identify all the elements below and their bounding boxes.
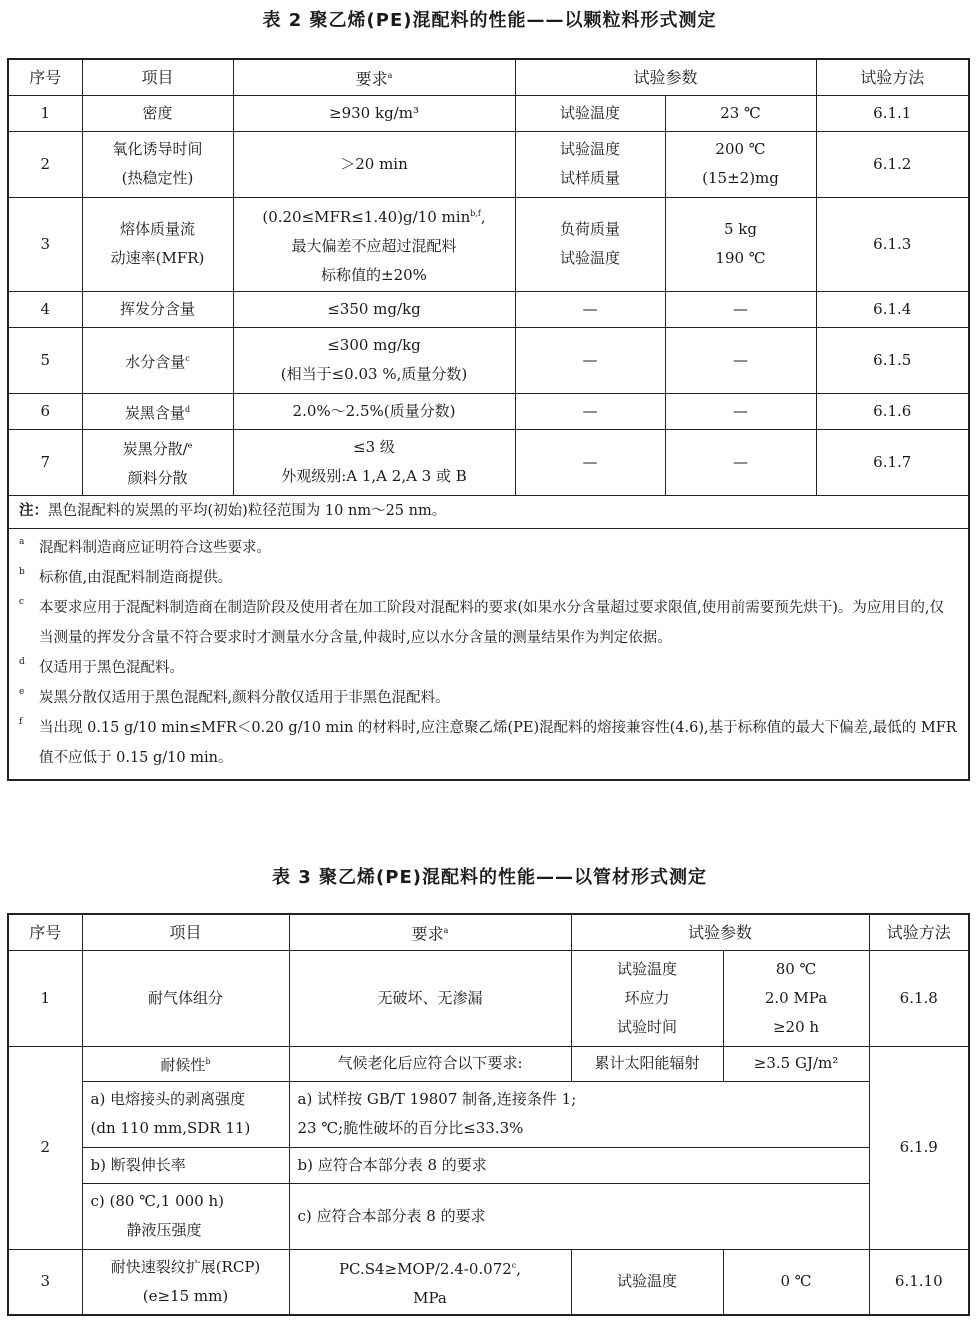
table2-notes — [8, 495, 969, 780]
table2 — [7, 58, 970, 781]
table-row — [8, 95, 969, 131]
row-param-name: 试验温度 — [515, 95, 665, 131]
row-number: 2 — [8, 131, 82, 197]
header-method: 试验方法 — [816, 59, 969, 95]
row-param-name: 试验温度 试样质量 — [515, 131, 665, 197]
row-number: 3 — [8, 1249, 82, 1315]
table-row — [8, 291, 969, 327]
row-item: 耐快速裂纹扩展(RCP) (e≥15 mm) — [82, 1249, 289, 1315]
row-param-value: 0 ℃ — [723, 1249, 869, 1315]
footnote: b 标称值,由混配料制造商提供。 — [19, 566, 233, 586]
table2-caption: 表 2 聚乙烯(PE)混配料的性能——以颗粒料形式测定 — [262, 10, 717, 31]
row-method: 6.1.1 — [816, 95, 969, 131]
header-params: 试验参数 — [571, 914, 869, 950]
row-method: 6.1.9 — [869, 1046, 969, 1249]
header-no: 序号 — [8, 59, 82, 95]
header-method: 试验方法 — [869, 914, 969, 950]
row-item: 密度 — [82, 95, 233, 131]
row-item: 炭黑分散/$^e$ 颜料分散 — [82, 429, 233, 495]
row-param-name: — — [515, 429, 665, 495]
subitem-b: b) 断裂伸长率 — [82, 1147, 289, 1183]
row-number: 1 — [8, 950, 82, 1046]
footnote: f 当出现 0.15 g/10 min≤MFR＜0.20 g/10 min 的材料时,应注意聚乙烯(PE)混配料的熔接兼容性(4.6),基于标称值的最大下偏差,最低的 MFR 值不应低于 0.15 g/10 min。 — [19, 716, 957, 766]
row-requirement: ＞20 min — [233, 131, 515, 197]
row-param-value: 200 ℃ (15±2)mg — [665, 131, 816, 197]
footnote: d 仅适用于黑色混配料。 — [19, 656, 184, 676]
row-number: 6 — [8, 393, 82, 429]
header-item: 项目 — [82, 59, 233, 95]
row-method: 6.1.10 — [869, 1249, 969, 1315]
row-requirement: 无破坏、无渗漏 — [289, 950, 571, 1046]
row-method: 6.1.3 — [816, 197, 969, 291]
table-row — [8, 1249, 969, 1315]
row-requirement: 气候老化后应符合以下要求: — [289, 1046, 571, 1081]
row-param-value: — — [665, 429, 816, 495]
table-row — [8, 131, 969, 197]
row-param-value: — — [665, 327, 816, 393]
table-row — [8, 429, 969, 495]
row-requirement: ≤300 mg/kg (相当于≤0.03 %,质量分数) — [233, 327, 515, 393]
row-requirement: ≥930 kg/m³ — [233, 95, 515, 131]
row-item: 熔体质量流 动速率(MFR) — [82, 197, 233, 291]
table-row — [8, 327, 969, 393]
row-param-name: — — [515, 393, 665, 429]
row-param-name: 试验温度 — [571, 1249, 723, 1315]
row-param-value: ≥3.5 GJ/m² — [723, 1046, 869, 1081]
row-item: 挥发分含量 — [82, 291, 233, 327]
row-requirement: ≤350 mg/kg — [233, 291, 515, 327]
row-requirement: ≤3 级 外观级别:A 1,A 2,A 3 或 B — [233, 429, 515, 495]
header-req: 要求$^a$ — [289, 914, 571, 950]
row-item: 氧化诱导时间 (热稳定性) — [82, 131, 233, 197]
subitem-a: a) 电熔接头的剥离强度 (dn 110 mm,SDR 11) — [82, 1081, 289, 1147]
table3-caption: 表 3 聚乙烯(PE)混配料的性能——以管材形式测定 — [272, 867, 707, 888]
row-param-value: 23 ℃ — [665, 95, 816, 131]
row-item: 耐气体组分 — [82, 950, 289, 1046]
row-method: 6.1.6 — [816, 393, 969, 429]
row-param-name: — — [515, 327, 665, 393]
header-item: 项目 — [82, 914, 289, 950]
row-method: 6.1.4 — [816, 291, 969, 327]
row-item: 耐候性$^b$ — [82, 1046, 289, 1081]
row-number: 1 — [8, 95, 82, 131]
row-param-value: — — [665, 291, 816, 327]
header-no: 序号 — [8, 914, 82, 950]
footnote: c 本要求应用于混配料制造商在制造阶段及使用者在加工阶段对混配料的要求(如果水分含量超过要求限值,使用前需要预先烘干)。为应用目的,仅当测量的挥发分含量不符合要求时才测量水分含量,仲裁时,应以水分含量的测量结果作为判定依据。 — [19, 596, 945, 646]
row-item: 水分含量$^c$ — [82, 327, 233, 393]
subreq-b: b) 应符合本部分表 8 的要求 — [289, 1147, 869, 1183]
row-method: 6.1.8 — [869, 950, 969, 1046]
header-params: 试验参数 — [515, 59, 816, 95]
row-method: 6.1.5 — [816, 327, 969, 393]
row-number: 4 — [8, 291, 82, 327]
row-param-name: 累计太阳能辐射 — [571, 1046, 723, 1081]
table3 — [7, 913, 970, 1316]
row-method: 6.1.2 — [816, 131, 969, 197]
table-subrow — [8, 1183, 969, 1249]
table-row — [8, 950, 969, 1046]
row-requirement: 2.0%～2.5%(质量分数) — [233, 393, 515, 429]
row-item: 炭黑含量$^d$ — [82, 393, 233, 429]
row-number: 3 — [8, 197, 82, 291]
subreq-c: c) 应符合本部分表 8 的要求 — [289, 1183, 869, 1249]
subreq-a: a) 试样按 GB/T 19807 制备,连接条件 1; 23 ℃;脆性破坏的百分比≤33.3% — [289, 1081, 869, 1147]
row-number: 5 — [8, 327, 82, 393]
row-param-name: — — [515, 291, 665, 327]
row-param-value: 80 ℃ 2.0 MPa ≥20 h — [723, 950, 869, 1046]
table-row — [8, 1046, 969, 1081]
row-param-value: 5 kg 190 ℃ — [665, 197, 816, 291]
table-row — [8, 393, 969, 429]
row-param-value: — — [665, 393, 816, 429]
row-method: 6.1.7 — [816, 429, 969, 495]
table-row — [8, 197, 969, 291]
row-param-name: 试验温度 环应力 试验时间 — [571, 950, 723, 1046]
footnote: a 混配料制造商应证明符合这些要求。 — [19, 536, 271, 556]
subitem-c: c) (80 ℃,1 000 h) 静液压强度 — [82, 1183, 289, 1249]
header-req: 要求$^a$ — [233, 59, 515, 95]
row-requirement: (0.20≤MFR≤1.40)g/10 $\min^{b,f}$, 最大偏差不应超过混配料 标称值的±20% — [233, 197, 515, 291]
row-number: 2 — [8, 1046, 82, 1249]
footnote: e 炭黑分散仅适用于黑色混配料,颜料分散仅适用于非黑色混配料。 — [19, 686, 450, 706]
table-subrow — [8, 1081, 969, 1147]
row-requirement: PC.S4≥MOP/2.4-0.072$^c$, MPa — [289, 1249, 571, 1315]
table-subrow — [8, 1147, 969, 1183]
row-number: 7 — [8, 429, 82, 495]
table-note: 注：黑色混配料的炭黑的平均(初始)粒径范围为 10 nm～25 nm。 — [19, 501, 447, 519]
row-param-name: 负荷质量 试验温度 — [515, 197, 665, 291]
